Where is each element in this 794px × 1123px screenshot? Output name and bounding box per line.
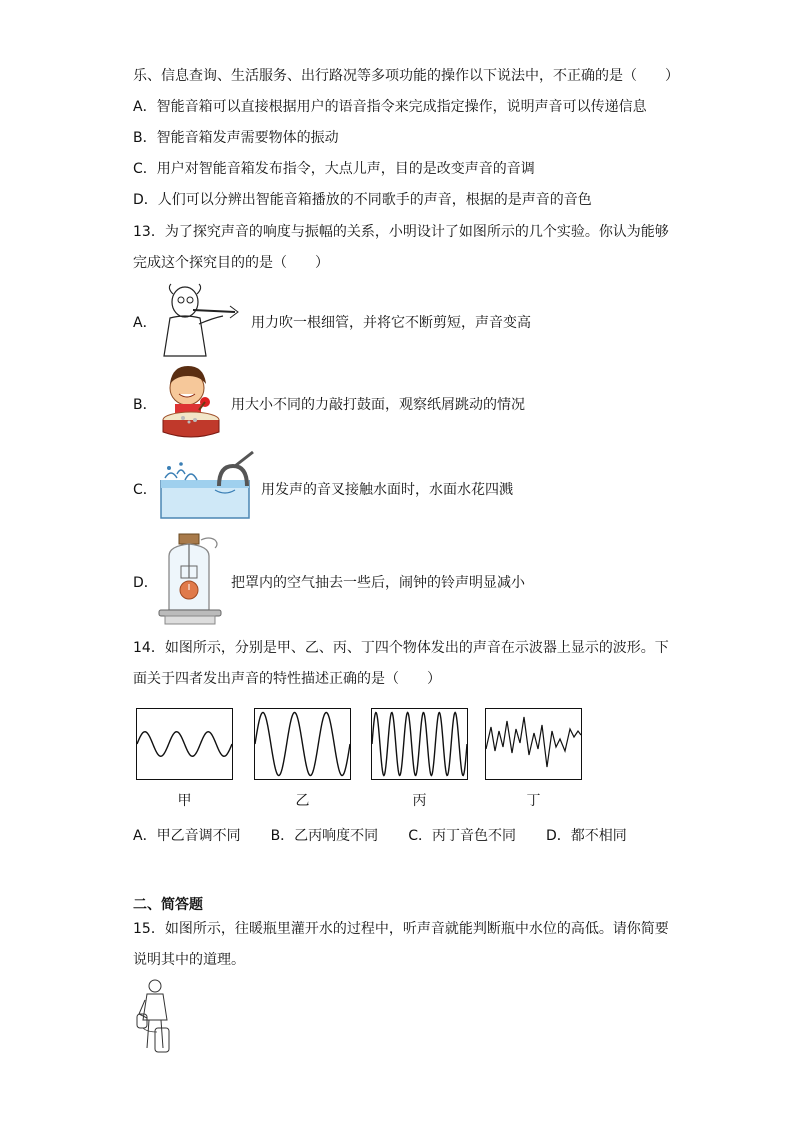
waveform-ding xyxy=(485,708,582,780)
q14-options xyxy=(133,826,627,846)
boy-drum-icon xyxy=(155,362,225,446)
q13-option-d[interactable] xyxy=(133,532,525,632)
pouring-thermos-icon xyxy=(133,978,179,1060)
wave-label-yi: 乙 xyxy=(295,793,310,809)
wave-label-ding: 丁 xyxy=(526,793,541,809)
tuning-fork-water-icon xyxy=(155,450,255,528)
bell-jar-clock-icon xyxy=(155,532,225,632)
option-text: 把罩内的空气抽去一些后，闹钟的铃声明显减小 xyxy=(231,575,525,591)
q14-option-a[interactable]: A．甲乙音调不同 xyxy=(133,828,241,844)
q14-option-c[interactable]: C．丙丁音色不同 xyxy=(408,828,516,844)
q12-stem: 乐、信息查询、生活服务、出行路况等多项功能的操作以下说法中，不正确的是（ ） xyxy=(133,68,679,84)
person-blowing-tube-icon xyxy=(155,282,245,362)
option-letter: D． xyxy=(133,575,158,591)
waveform-yi xyxy=(254,708,351,780)
option-text: 用发声的音叉接触水面时，水面水花四溅 xyxy=(261,482,513,498)
wave-label-jia: 甲 xyxy=(177,793,192,809)
option-letter: C． xyxy=(133,482,157,498)
option-letter: B． xyxy=(133,397,157,413)
section-title-short-answer: 二、简答题 xyxy=(133,897,203,913)
wave-label-bing: 丙 xyxy=(412,793,427,809)
q14-stem-line2: 面关于四者发出声音的特性描述正确的是（ ） xyxy=(133,671,441,687)
q13-option-a[interactable] xyxy=(133,282,531,362)
waveform-jia xyxy=(136,708,233,780)
q12-option-d[interactable]: D．人们可以分辨出智能音箱播放的不同歌手的声音，根据的是声音的音色 xyxy=(133,192,592,208)
q14-option-b[interactable]: B．乙丙响度不同 xyxy=(270,828,379,844)
option-text: 用力吹一根细管，并将它不断剪短，声音变高 xyxy=(251,315,531,331)
q14-stem-line1: 14．如图所示，分别是甲、乙、丙、丁四个物体发出的声音在示波器上显示的波形。下 xyxy=(133,640,669,656)
q14-option-d[interactable]: D．都不相同 xyxy=(545,828,627,844)
q13-stem-line1: 13．为了探究声音的响度与振幅的关系，小明设计了如图所示的几个实验。你认为能够 xyxy=(133,224,669,240)
q12-option-c[interactable]: C．用户对智能音箱发布指令，大点儿声，目的是改变声音的音调 xyxy=(133,161,535,177)
q15-stem-line2: 说明其中的道理。 xyxy=(133,952,245,968)
q15-stem-line1: 15．如图所示，往暖瓶里灌开水的过程中，听声音就能判断瓶中水位的高低。请你简要 xyxy=(133,921,669,937)
q13-option-b[interactable] xyxy=(133,362,525,446)
waveform-bing xyxy=(371,708,468,780)
q13-option-c[interactable] xyxy=(133,450,513,528)
q12-option-a[interactable]: A．智能音箱可以直接根据用户的语音指令来完成指定操作，说明声音可以传递信息 xyxy=(133,99,647,115)
q13-stem-line2: 完成这个探究目的的是（ ） xyxy=(133,255,329,271)
q12-option-b[interactable]: B．智能音箱发声需要物体的振动 xyxy=(133,130,339,146)
option-letter: A． xyxy=(133,315,157,331)
option-text: 用大小不同的力敲打鼓面，观察纸屑跳动的情况 xyxy=(231,397,525,413)
